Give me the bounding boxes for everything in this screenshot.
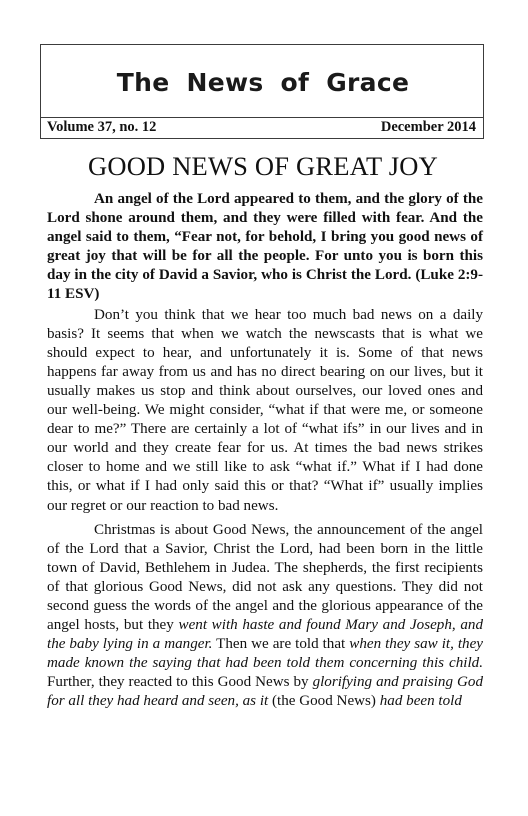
- paragraph-2: [47, 521, 483, 712]
- article-headline: GOOD NEWS OF GREAT JOY: [88, 151, 438, 181]
- paragraph-2-text-1: Christmas is about Good News, the announcement of the angel of the Lord that a Savior, Christ the Lord, had been born in the little town of David, Bethlehem in Judea. The shepherds, the first recipients of that glorious Good News, did not ask any questions. They did not second guess the words of the angel and the glorious appearance of the angel hosts, but they: [47, 521, 483, 634]
- masthead-divider: [41, 117, 483, 118]
- paragraph-2-text-2: Then we are told that: [212, 636, 350, 653]
- paragraph-2-italic-4: had been told: [379, 693, 462, 710]
- paragraph-2-text-3: Further, they reacted to this Good News by: [47, 674, 313, 691]
- newsletter-title: The News of Grace: [116, 68, 410, 97]
- paragraph-2-italic-1: went with haste and found Mary and Joseph, and the baby lying in a manger.: [47, 617, 483, 653]
- paragraph-2-italic-3: glorifying and praising God for all they had heard and seen, as it: [47, 674, 483, 710]
- paragraph-2-italic-2: when they saw it, they made known the saying that had been told them concerning this child.: [47, 636, 483, 672]
- article-body: [47, 190, 483, 717]
- scripture-quote: An angel of the Lord appeared to them, and the glory of the Lord shone around them, and they were filled with fear. And the angel said to them, “Fear not, for behold, I bring you good news of great joy that will be for all the people. For unto you is born this day in the city of David a Savior, who is Christ the Lord. (Luke 2:9-11 ESV): [47, 191, 483, 303]
- paragraph-1: Don’t you think that we hear too much bad news on a daily basis? It seems that when we watch the newscasts that is what we should expect to hear, and unfortunately it is. Some of that news happens far away from us and has no direct bearing on our lives, but it usually makes us stop and think about ourselves, our loved ones and our well-being. We might consider, “what if that were me, or someone dear to me?” There are certainly a lot of “what ifs” in our lives and in our world and they create fear for us. At times the bad news strikes closer to home and we still like to ask “what if.” What if I had done this, or what if I had only said this or that? “What if” usually implies our regret or our reaction to bad news.: [47, 306, 483, 514]
- paragraph-2-text-4: (the Good News): [268, 693, 380, 710]
- issue-date: December 2014: [380, 119, 476, 135]
- volume-number: Volume 37, no. 12: [47, 119, 157, 135]
